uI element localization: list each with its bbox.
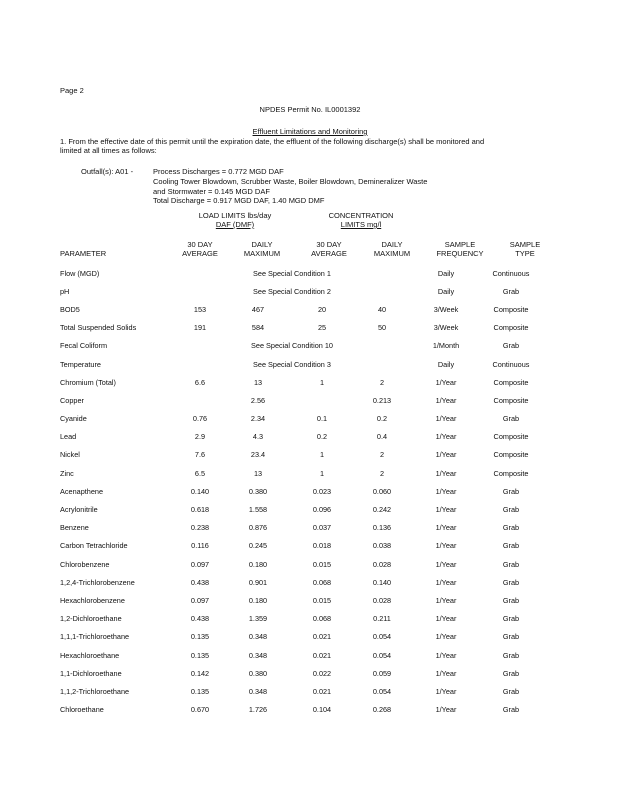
table-row: [60, 701, 540, 719]
table-row: [60, 464, 540, 482]
table-cell: 0.4: [376, 432, 388, 442]
table-cell: 0.135: [190, 686, 210, 696]
table-cell: Composite: [493, 468, 529, 478]
table-row: [60, 373, 540, 391]
table-cell: 0.180: [248, 559, 268, 569]
table-cell: 2.56: [250, 395, 266, 405]
table-cell: 0.438: [190, 577, 210, 587]
table-cell: 0.901: [248, 577, 268, 587]
table-cell: See Special Condition 10: [251, 341, 333, 351]
table-cell: 467: [251, 304, 265, 314]
table-cell: 0.380: [248, 668, 268, 678]
table-cell: 1,2-Dichloroethane: [60, 614, 122, 624]
table-row: [60, 337, 540, 355]
header-text: DAILY: [251, 240, 273, 249]
table-row: [60, 519, 540, 537]
table-row: [60, 628, 540, 646]
table-cell: 0.213: [372, 395, 392, 405]
table-cell: 1/Year: [435, 450, 457, 460]
table-cell: Continuous: [492, 359, 530, 369]
table-cell: 0.116: [191, 541, 209, 551]
table-cell: Grab: [502, 286, 520, 296]
table-cell: 25: [317, 323, 327, 333]
table-cell: 0.348: [248, 632, 268, 642]
table-cell: Daily: [437, 286, 455, 296]
table-cell: Composite: [493, 395, 529, 405]
table-cell: See Special Condition 1: [253, 268, 331, 278]
outfall-label: Outfall(s): A01 -: [81, 167, 134, 176]
table-cell: 0.76: [192, 414, 208, 424]
table-cell: 0.2: [316, 432, 328, 442]
table-cell: 0.022: [312, 668, 332, 678]
table-cell: 4.3: [252, 432, 264, 442]
table-cell: 1/Year: [435, 432, 457, 442]
table-row: [60, 682, 540, 700]
table-row: [60, 573, 540, 591]
table-row: [60, 610, 540, 628]
table-cell: 6.6: [194, 377, 206, 387]
table-row: [60, 537, 540, 555]
header-load-max: [234, 240, 290, 258]
page-label: Page 2: [60, 86, 84, 95]
table-cell: Total Suspended Solids: [60, 323, 137, 333]
table-cell: Grab: [502, 505, 520, 515]
table-cell: 153: [193, 304, 207, 314]
load-limits-title: LOAD LIMITS lbs/day: [198, 211, 272, 220]
header-text: DAILY: [381, 240, 403, 249]
table-cell: 1,1-Dichloroethane: [60, 668, 122, 678]
table-cell: 0.015: [312, 559, 332, 569]
table-cell: 0.038: [372, 541, 392, 551]
table-cell: 0.097: [190, 559, 210, 569]
table-row: [60, 391, 540, 409]
table-cell: 1/Year: [435, 377, 457, 387]
table-cell: Grab: [502, 650, 520, 660]
table-cell: 0.136: [372, 523, 392, 533]
table-cell: 0.037: [312, 523, 332, 533]
header-frequency: [428, 240, 492, 258]
table-cell: Hexachloroethane: [60, 650, 120, 660]
table-cell: 0.242: [372, 505, 392, 515]
table-cell: 6.5: [194, 468, 206, 478]
section-title: Effluent Limitations and Monitoring: [252, 127, 368, 136]
table-cell: 3/Week: [433, 323, 459, 333]
table-cell: 0.211: [373, 614, 391, 624]
table-cell: Chlorobenzene: [60, 559, 110, 569]
table-cell: 0.380: [248, 486, 268, 496]
table-cell: 0.238: [190, 523, 210, 533]
table-row: [60, 500, 540, 518]
table-cell: Cyanide: [60, 414, 87, 424]
table-row: [60, 410, 540, 428]
table-cell: 1/Year: [435, 486, 457, 496]
effluent-limits-table: [60, 264, 540, 719]
table-cell: 0.021: [312, 650, 332, 660]
table-cell: Hexachlorobenzene: [60, 595, 125, 605]
table-cell: 2: [379, 468, 385, 478]
table-cell: 1.558: [248, 505, 268, 515]
table-cell: 0.135: [190, 650, 210, 660]
table-cell: 0.348: [248, 650, 268, 660]
table-cell: 0.1: [316, 414, 328, 424]
table-cell: Grab: [502, 341, 520, 351]
table-cell: 1/Year: [435, 559, 457, 569]
outfall-line: Total Discharge = 0.917 MGD DAF, 1.40 MGD DMF: [153, 196, 325, 205]
outfall-line: and Stormwater = 0.145 MGD DAF: [153, 187, 270, 196]
table-cell: 0.140: [190, 486, 210, 496]
table-row: [60, 319, 540, 337]
table-row: [60, 664, 540, 682]
table-cell: Grab: [502, 632, 520, 642]
table-row: [60, 282, 540, 300]
table-cell: 191: [193, 323, 207, 333]
table-cell: Copper: [60, 395, 84, 405]
header-text: 30 DAY: [187, 240, 213, 249]
table-cell: See Special Condition 2: [253, 286, 331, 296]
table-cell: 1/Year: [435, 523, 457, 533]
table-cell: Grab: [502, 686, 520, 696]
table-cell: Composite: [493, 450, 529, 460]
table-cell: Daily: [437, 359, 455, 369]
table-row: [60, 300, 540, 318]
table-cell: 0.060: [372, 486, 392, 496]
table-cell: 1/Year: [435, 577, 457, 587]
table-cell: 1/Year: [435, 541, 457, 551]
table-cell: 0.059: [372, 668, 392, 678]
table-cell: 1,1,2-Trichloroethane: [60, 686, 130, 696]
table-cell: 1/Year: [435, 668, 457, 678]
table-cell: 2: [379, 377, 385, 387]
table-cell: 0.348: [248, 686, 268, 696]
table-cell: Chloroethane: [60, 705, 104, 715]
table-cell: Nickel: [60, 450, 80, 460]
table-cell: 0.018: [312, 541, 332, 551]
table-cell: pH: [60, 286, 70, 296]
table-cell: Acrylonitrile: [60, 505, 98, 515]
table-cell: Fecal Coliform: [60, 341, 108, 351]
table-cell: 3/Week: [433, 304, 459, 314]
intro-line-1: 1. From the effective date of this permit until the expiration date, the effluent of the following discharge(s) shall be monitored and: [60, 137, 485, 146]
table-row: [60, 555, 540, 573]
table-cell: 1/Year: [435, 595, 457, 605]
header-conc-max: [364, 240, 420, 258]
table-cell: 0.028: [372, 595, 392, 605]
header-text: SAMPLE: [509, 240, 541, 249]
table-cell: 0.876: [248, 523, 268, 533]
table-cell: Daily: [437, 268, 455, 278]
table-row: [60, 428, 540, 446]
table-cell: 1/Year: [435, 705, 457, 715]
table-cell: Temperature: [60, 359, 101, 369]
table-cell: Carbon Tetrachloride: [60, 541, 128, 551]
header-text: FREQUENCY: [436, 249, 484, 258]
table-cell: Grab: [502, 541, 520, 551]
table-cell: 0.2: [376, 414, 388, 424]
table-cell: [174, 391, 226, 409]
table-cell: 7.6: [194, 450, 206, 460]
header-conc-avg: [303, 240, 355, 258]
table-cell: Continuous: [492, 268, 530, 278]
table-cell: 1/Year: [435, 414, 457, 424]
table-cell: Grab: [502, 414, 520, 424]
table-cell: BOD5: [60, 304, 80, 314]
table-cell: Flow (MGD): [60, 268, 100, 278]
table-cell: Grab: [502, 577, 520, 587]
table-cell: 2.9: [194, 432, 206, 442]
table-cell: 584: [251, 323, 265, 333]
table-cell: See Special Condition 3: [253, 359, 331, 369]
table-cell: 13: [253, 377, 263, 387]
intro-line-2: limited at all times as follows:: [60, 146, 157, 155]
table-row: [60, 591, 540, 609]
header-text: AVERAGE: [311, 249, 347, 258]
table-cell: 20: [317, 304, 327, 314]
table-cell: 0.142: [190, 668, 210, 678]
header-text: SAMPLE: [444, 240, 476, 249]
table-cell: 0.135: [190, 632, 210, 642]
table-cell: Grab: [502, 559, 520, 569]
table-cell: Grab: [502, 705, 520, 715]
table-cell: [290, 391, 354, 409]
table-row: [60, 264, 540, 282]
table-cell: 1,2,4-Trichlorobenzene: [60, 577, 135, 587]
table-cell: 0.028: [372, 559, 392, 569]
table-cell: Grab: [502, 523, 520, 533]
load-limits-subtitle: DAF (DMF): [215, 220, 255, 229]
table-cell: 1/Year: [435, 614, 457, 624]
table-cell: Grab: [502, 614, 520, 624]
table-cell: 40: [377, 304, 387, 314]
outfall-line: Cooling Tower Blowdown, Scrubber Waste, Boiler Blowdown, Demineralizer Waste: [153, 177, 428, 186]
table-cell: Chromium (Total): [60, 377, 116, 387]
table-cell: 0.054: [372, 686, 392, 696]
table-cell: 2.34: [250, 414, 266, 424]
table-row: [60, 646, 540, 664]
table-cell: 0.104: [312, 705, 332, 715]
table-cell: 1/Month: [432, 341, 460, 351]
table-cell: 1.726: [248, 705, 268, 715]
table-cell: 0.021: [312, 686, 332, 696]
table-row: [60, 446, 540, 464]
table-cell: 2: [379, 450, 385, 460]
table-cell: 0.180: [248, 595, 268, 605]
header-text: MAXIMUM: [243, 249, 281, 258]
table-cell: 1,1,1-Trichloroethane: [60, 632, 130, 642]
table-cell: Grab: [502, 668, 520, 678]
table-cell: 0.438: [190, 614, 210, 624]
table-cell: 1/Year: [435, 505, 457, 515]
table-cell: Zinc: [60, 468, 74, 478]
table-cell: Composite: [493, 377, 529, 387]
concentration-title: CONCENTRATION: [328, 211, 394, 220]
table-cell: Composite: [493, 304, 529, 314]
table-cell: 0.670: [190, 705, 210, 715]
table-cell: 0.021: [312, 632, 332, 642]
concentration-subtitle: LIMITS mg/l: [340, 220, 382, 229]
table-cell: 1/Year: [435, 650, 457, 660]
outfall-line: Process Discharges = 0.772 MGD DAF: [153, 167, 284, 176]
table-cell: Composite: [493, 432, 529, 442]
header-type: [496, 240, 554, 258]
table-cell: 1: [319, 450, 325, 460]
table-row: [60, 482, 540, 500]
table-row: [60, 355, 540, 373]
table-cell: Benzene: [60, 523, 89, 533]
table-cell: 0.068: [312, 577, 332, 587]
table-cell: 1.359: [248, 614, 268, 624]
table-cell: 0.618: [190, 505, 210, 515]
table-cell: 0.054: [372, 650, 392, 660]
table-cell: 1/Year: [435, 395, 457, 405]
table-cell: 1: [319, 377, 325, 387]
table-cell: 0.245: [248, 541, 268, 551]
table-cell: 1: [319, 468, 325, 478]
table-cell: 0.097: [190, 595, 210, 605]
table-cell: 1/Year: [435, 468, 457, 478]
header-parameter: PARAMETER: [60, 249, 107, 258]
table-cell: 23.4: [250, 450, 266, 460]
table-cell: 0.015: [312, 595, 332, 605]
table-cell: Lead: [60, 432, 77, 442]
table-cell: 0.268: [372, 705, 392, 715]
table-cell: Grab: [502, 486, 520, 496]
table-cell: Composite: [493, 323, 529, 333]
table-cell: 1/Year: [435, 686, 457, 696]
table-cell: 0.054: [372, 632, 392, 642]
table-cell: Grab: [502, 595, 520, 605]
table-cell: 0.068: [312, 614, 332, 624]
header-text: MAXIMUM: [373, 249, 411, 258]
table-cell: 0.023: [312, 486, 332, 496]
table-cell: 50: [377, 323, 387, 333]
table-cell: 0.096: [312, 505, 332, 515]
table-cell: 0.140: [372, 577, 392, 587]
table-cell: 1/Year: [435, 632, 457, 642]
table-cell: Acenapthene: [60, 486, 104, 496]
header-text: AVERAGE: [182, 249, 218, 258]
table-cell: 13: [253, 468, 263, 478]
header-load-avg: [174, 240, 226, 258]
header-text: 30 DAY: [316, 240, 342, 249]
header-text: TYPE: [515, 249, 535, 258]
permit-title: NPDES Permit No. IL0001392: [259, 105, 361, 114]
